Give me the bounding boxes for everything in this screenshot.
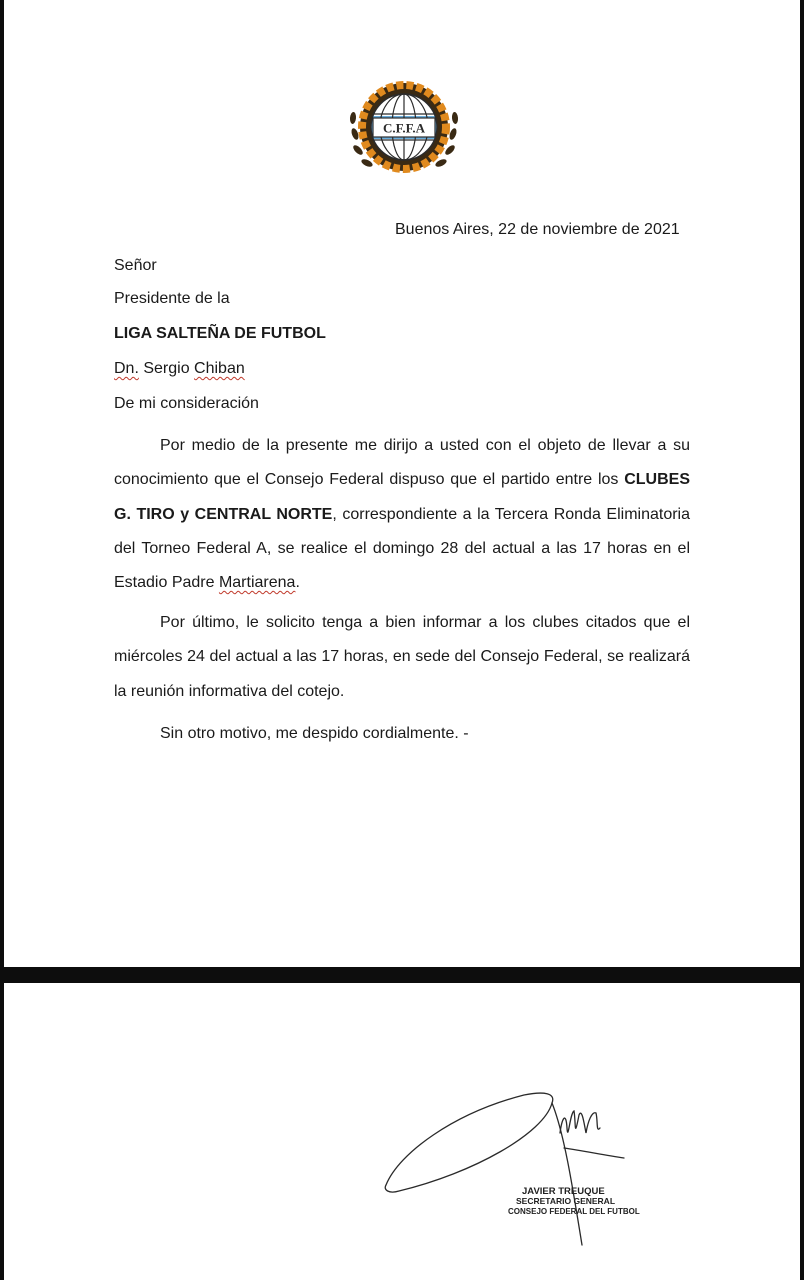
signer-organization: CONSEJO FEDERAL DEL FUTBOL bbox=[508, 1207, 640, 1216]
letter-page-2 bbox=[4, 983, 800, 1280]
svg-text:C.F.F.A: C.F.F.A bbox=[382, 120, 426, 136]
letter-closing: Sin otro motivo, me despido cordialmente. - bbox=[160, 725, 469, 742]
letter-date: Buenos Aires, 22 de noviembre de 2021 bbox=[395, 221, 680, 238]
recipient-title: Presidente de la bbox=[114, 290, 230, 307]
greeting: De mi consideración bbox=[114, 395, 259, 412]
letter-page-1 bbox=[4, 0, 800, 967]
cffa-logo bbox=[341, 74, 467, 180]
recipient-name: Dn. Sergio Chiban bbox=[114, 360, 245, 377]
signer-name: JAVIER TREUQUE bbox=[522, 1186, 605, 1197]
recipient-organization: LIGA SALTEÑA DE FUTBOL bbox=[114, 325, 326, 342]
letter-body-paragraph-1: Por medio de la presente me dirijo a usted con el objeto de llevar a su conocimiento que el Consejo Federal dispuso que el partido entre los CLUBES G. TIRO y CENTRAL NORTE, correspondiente a la Tercera Ronda Eliminatoria del Torneo Federal A, se realice el domingo 28 del actual a las 17 horas en el Estadio Padre Martiarena. bbox=[114, 437, 690, 592]
salutation: Señor bbox=[114, 257, 157, 274]
signer-position: SECRETARIO GENERAL bbox=[516, 1196, 616, 1206]
letter-body-paragraph-2: Por último, le solicito tenga a bien informar a los clubes citados que el miércoles 24 del actual a las 17 horas, en sede del Consejo Federal, se realizará la reunión informativa del cotejo. bbox=[114, 614, 690, 700]
handwritten-signature bbox=[4, 983, 800, 1280]
